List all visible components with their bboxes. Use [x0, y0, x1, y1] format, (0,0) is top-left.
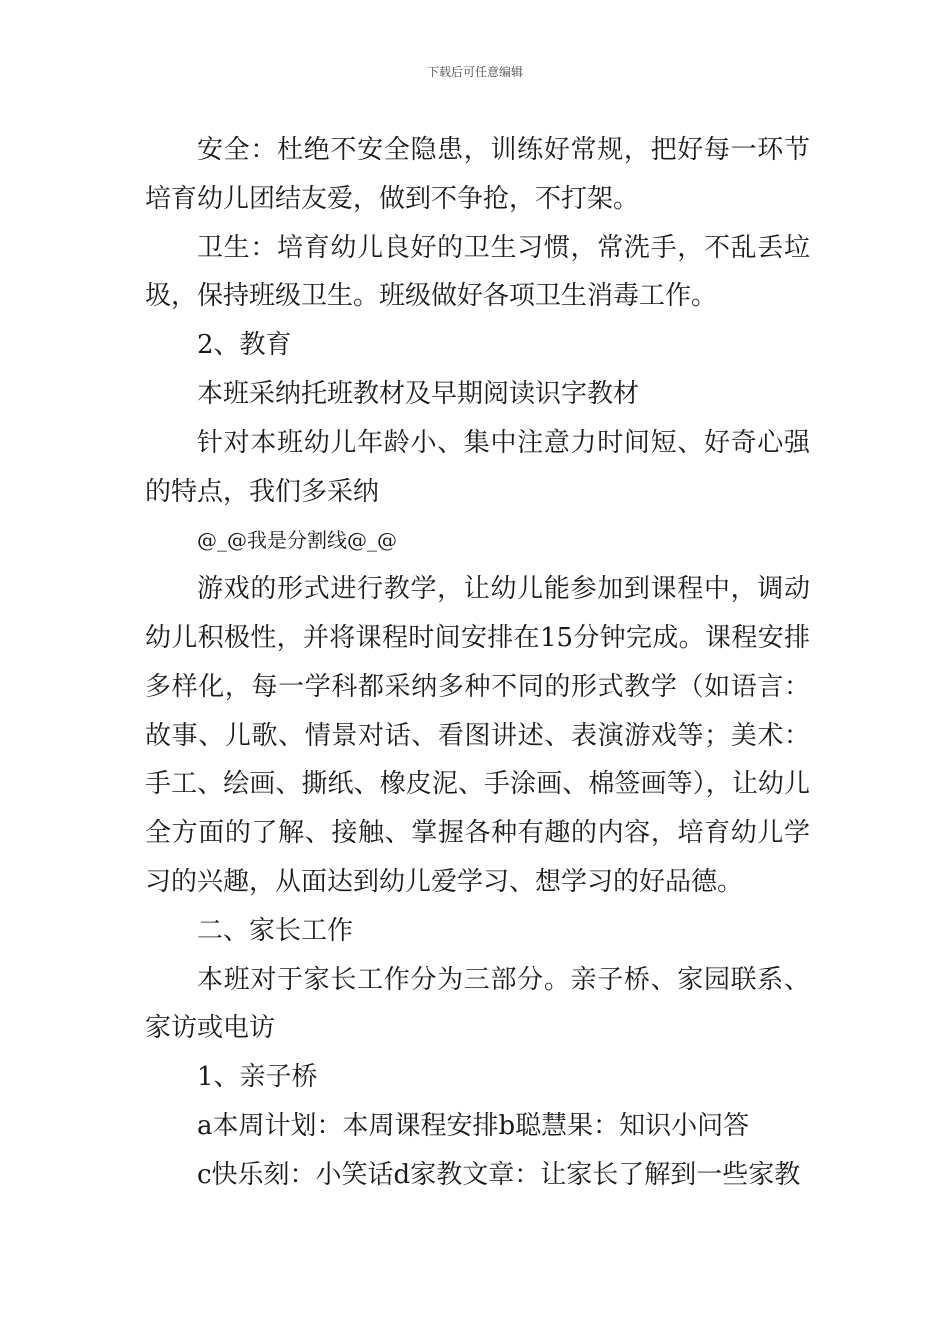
paragraph-teaching-materials: 本班采纳托班教材及早期阅读识字教材 [197, 378, 640, 409]
paragraph-hygiene: 卫生：培育幼儿良好的卫生习惯，常洗手，不乱丢垃圾，保持班级卫生。班级做好各项卫生消毒工作。 [145, 232, 810, 312]
divider-text: @_@我是分割线@_@ [197, 528, 397, 553]
paragraph-safety: 安全：杜绝不安全隐患，训练好常规，把好每一环节培育幼儿团结友爱，做到不争抢，不打架。 [145, 135, 810, 214]
paragraph-happy-moment: c快乐刻：小笑话d家教文章：让家长了解到一些家教 [197, 1159, 801, 1190]
page-header-note: 下载后可任意编辑 [426, 65, 523, 79]
paragraph-parent-work-parts: 本班对于家长工作分为三部分。亲子桥、家园联系、家访或电访 [145, 964, 810, 1044]
section-heading-education: 2、教育 [197, 330, 292, 361]
section-heading-parent-child-bridge: 1、亲子桥 [197, 1062, 318, 1093]
document-body [145, 126, 810, 1200]
paragraph-weekly-plan: a本周计划：本周课程安排b聪慧果：知识小问答 [197, 1110, 750, 1141]
paragraph-game-teaching: 游戏的形式进行教学，让幼儿能参加到课程中，调动幼儿积极性，并将课程时间安排在15分钟完成。课程安排多样化，每一学科都采纳多种不同的形式教学（如语言：故事、儿歌、情景对话、看图讲述、表演游戏等；美术：手工、绘画、撕纸、橡皮泥、手涂画、棉签画等），让幼儿全方面的了解、接触、掌握各种有趣的内容，培育幼儿学习的兴趣，从面达到幼儿爱学习、想学习的好品德。 [145, 574, 810, 897]
section-heading-parent-work: 二、家长工作 [197, 915, 354, 946]
paragraph-child-characteristics: 针对本班幼儿年龄小、集中注意力时间短、好奇心强的特点，我们多采纳 [145, 427, 810, 507]
